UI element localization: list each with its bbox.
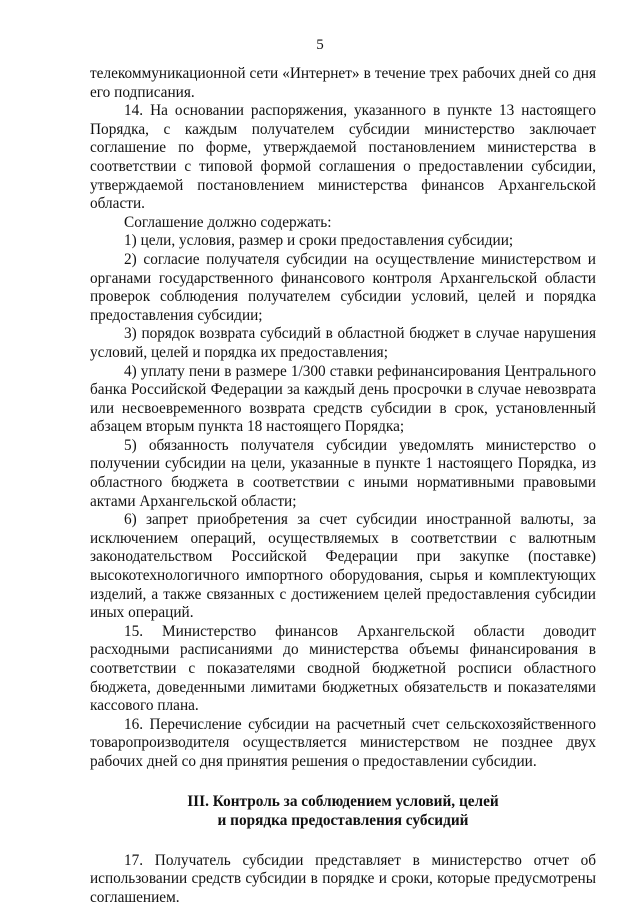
list-item-6: 6) запрет приобретения за счет субсидии иностранной валюты, за исключением операций, осуществляемых в соответствии с валютным законодательством Российской Федерации при закупке (поставке) высокотехнологичного импортного оборудования, сырья и комплектующих изделий, а также связанных с достижением целей предоставления субсидии иных операций. xyxy=(90,511,596,622)
paragraph-item-15: 15. Министерство финансов Архангельской области доводит расходными расписаниями до министерства объемы финансирования в соответствии с показателями сводной бюджетной росписи областного бюджета, доведенными лимитами бюджетных обязательств и показателями кассового плана. xyxy=(90,622,596,715)
list-item-3: 3) порядок возврата субсидий в областной бюджет в случае нарушения условий, целей и порядка их предоставления; xyxy=(90,325,596,361)
page-number: 5 xyxy=(316,37,324,53)
list-item-1: 1) цели, условия, размер и сроки предоставления субсидии; xyxy=(124,232,514,250)
document-body xyxy=(90,65,596,907)
list-item-5: 5) обязанность получателя субсидии уведомлять министерство о получении субсидии на цели, указанные в пункте 1 настоящего Порядка, из областного бюджета в соответствии с иными нормативными правовыми актами Архангельской области; xyxy=(90,436,596,510)
paragraph-agreement-intro: Соглашение должно содержать: xyxy=(124,213,332,231)
paragraph-item-17: 17. Получатель субсидии представляет в министерство отчет об использовании средств субсидии в порядке и сроки, которые предусмотрены соглашением. xyxy=(90,851,596,906)
paragraph-continuation: телекоммуникационной сети «Интернет» в течение трех рабочих дней со дня его подписания. xyxy=(90,65,596,101)
section-heading-line-1: III. Контроль за соблюдением условий, целей xyxy=(187,792,499,810)
section-heading xyxy=(90,792,596,830)
paragraph-item-14: 14. На основании распоряжения, указанного в пункте 13 настоящего Порядка, с каждым получателем субсидии министерство заключает соглашение по форме, утверждаемой постановлением министерства в соответствии с типовой формой соглашения о предоставлении субсидии, утверждаемой постановлением министерства финансов Архангельской области. xyxy=(90,102,596,213)
paragraph-item-16: 16. Перечисление субсидии на расчетный счет сельскохозяйственного товаропроизводителя осуществляется министерством не позднее двух рабочих дней со дня принятия решения о предоставлении субсидии. xyxy=(90,715,596,770)
section-heading-line-2: и порядка предоставления субсидий xyxy=(217,811,469,829)
list-item-2: 2) согласие получателя субсидии на осуществление министерством и органами государственного финансового контроля Архангельской области проверок соблюдения получателем субсидии условий, целей и порядка предоставления субсидии; xyxy=(90,250,596,324)
list-item-4: 4) уплату пени в размере 1/300 ставки рефинансирования Центрального банка Российской Федерации за каждый день просрочки в случае невозврата или несвоевременного возврата средств субсидии в срок, установленный абзацем вторым пункта 18 настоящего Порядка; xyxy=(90,362,596,436)
